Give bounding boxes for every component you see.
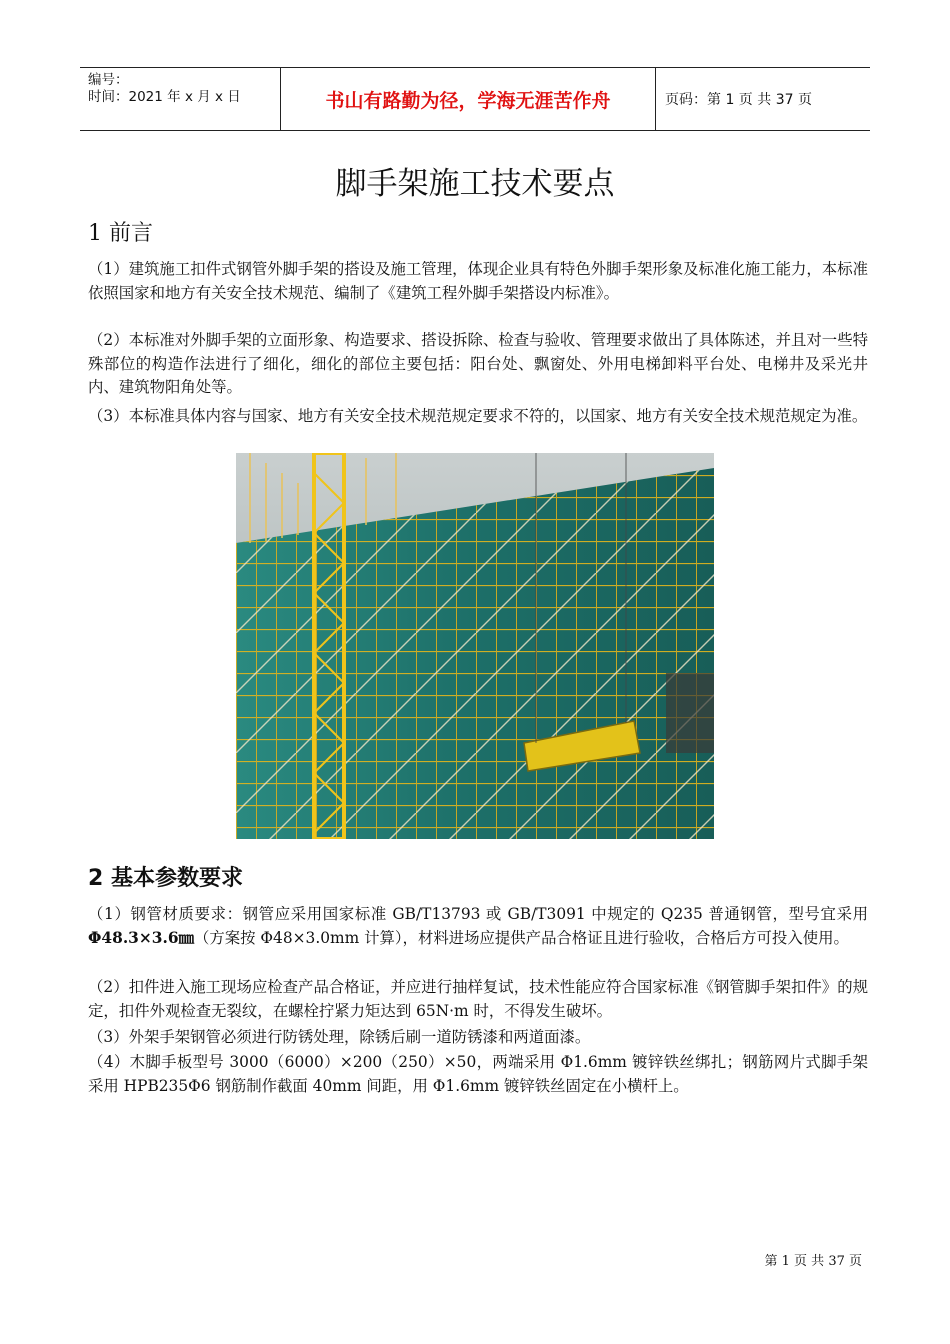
section-heading-preface: 1 前言: [88, 221, 153, 246]
paragraph: （4）木脚手板型号 3000（6000）×200（250）×50，两端采用 Φ1.6mm 镀锌铁丝绑扎；钢筋网片式脚手架采用 HPB235Φ6 钢筋制作截面 40mm 间距，用 Φ1.6mm 镀锌铁丝固定在小横杆上。: [88, 1053, 868, 1095]
time-label: 时间：2021 年 x 月 x 日: [88, 89, 241, 105]
header-divider: [655, 68, 656, 130]
page-footer: 第 1 页 共 37 页: [764, 1254, 862, 1269]
paragraph: （2）本标准对外脚手架的立面形象、构造要求、搭设拆除、检查与验收、管理要求做出了具体陈述，并且对一些特殊部位的构造作法进行了细化，细化的部位主要包括：阳台处、飘窗处、外用电梯卸料平台处、电梯井及采光井内、建筑物阳角处等。: [88, 331, 868, 396]
paragraph: （1）钢管材质要求：钢管应采用国家标准 GB/T13793 或 GB/T3091 中规定的 Q235 普通钢管，型号宜采用 Φ48.3×3.6㎜（方案按 Φ48×3.0mm 计算），材料进场应提供产品合格证且进行验收，合格后方可投入使用。: [88, 905, 868, 947]
header-page-code: 页码：第 1 页 共 37 页: [665, 92, 812, 108]
section-heading-parameters: 2 基本参数要求: [88, 866, 243, 891]
document-header: [80, 67, 870, 131]
scaffold-photo: [236, 453, 714, 839]
paragraph: （2）扣件进入施工现场应检查产品合格证，并应进行抽样复试，技术性能应符合国家标准《钢管脚手架扣件》的规定，扣件外观检查无裂纹，在螺栓拧紧力矩达到 65N·m 时，不得发生破坏。: [88, 978, 868, 1020]
paragraph: （3）本标准具体内容与国家、地方有关安全技术规范规定要求不符的，以国家、地方有关安全技术规范规定为准。: [88, 407, 868, 425]
paragraph: （1）建筑施工扣件式钢管外脚手架的搭设及施工管理，体现企业具有特色外脚手架形象及标准化施工能力，本标准依照国家和地方有关安全技术规范、编制了《建筑工程外脚手架搭设内标准》。: [88, 260, 868, 302]
header-motto: 书山有路勤为径，学海无涯苦作舟: [325, 89, 611, 112]
number-label: 编号：: [88, 72, 129, 88]
header-left-cell: [88, 72, 241, 106]
page-title: 脚手架施工技术要点: [335, 166, 615, 202]
paragraph: （3）外架手架钢管必须进行防锈处理，除锈后刷一道防锈漆和两道面漆。: [88, 1028, 591, 1046]
